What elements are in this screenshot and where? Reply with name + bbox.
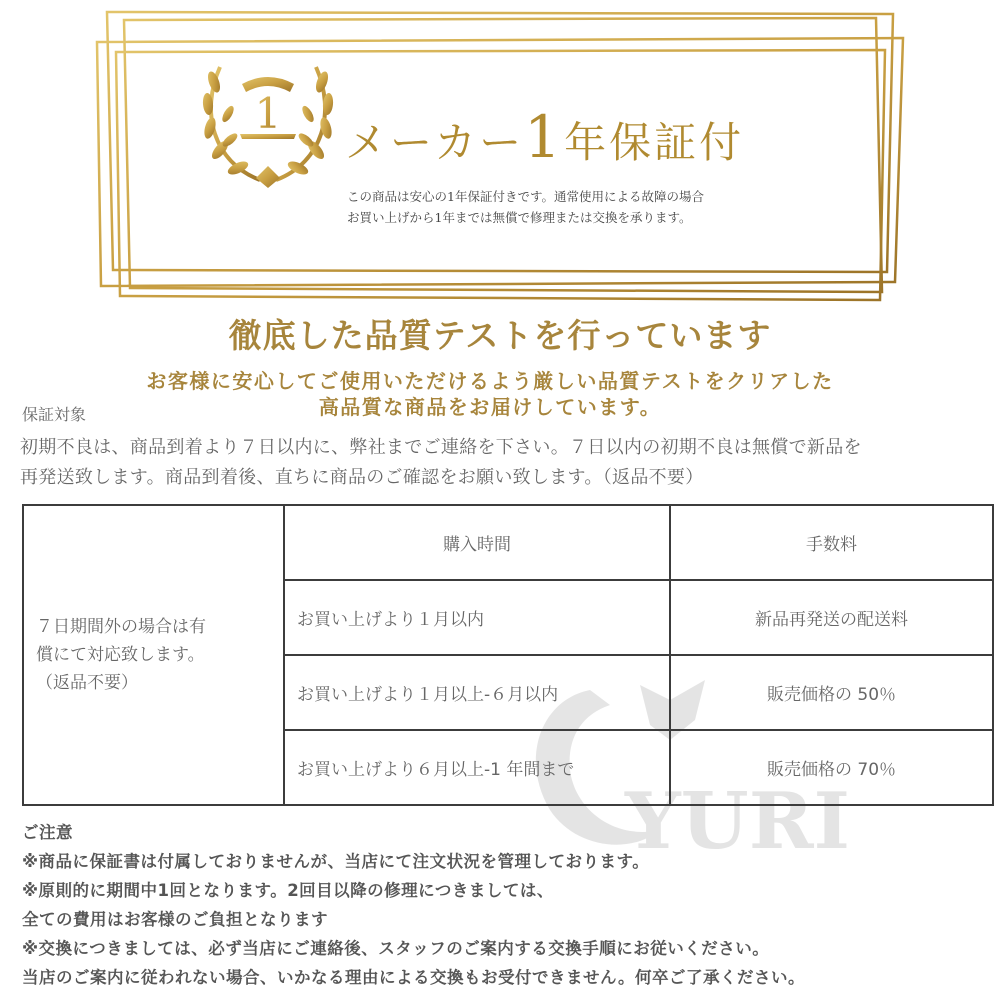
laurel-number: 1 [254,89,282,138]
quality-subheading [60,368,920,420]
left-cell-line: （返品不要） [36,673,138,693]
note-line: ※交換につきましては、必ず当店にご連絡後、スタッフのご案内する交換手順にお従いください。 [22,939,770,958]
subheading-line: 高品質な商品をお届けしています。 [318,395,662,419]
paragraph-line: 再発送致します。商品到着後、直ちに商品のご確認をお願い致します。（返品不要） [20,467,704,488]
title-number: 1 [524,103,565,171]
note-line: ※原則的に期間中1回となります。2回目以降の修理につきましては、 [22,881,554,900]
initial-defect-paragraph [20,433,995,493]
left-cell-line: ７日期間外の場合は有 [36,617,206,637]
fee-cell: 新品再発送の配送料 [670,580,993,655]
note-line: 当店のご案内に従われない場合、いかなる理由による交換もお受付できません。何卒ご了承ください。 [22,968,805,987]
watermark-text: YURI [625,776,851,860]
laurel-icon [202,67,334,188]
warranty-table [22,504,994,806]
left-cell-line: 償にて対応致します。 [36,645,205,665]
description-line: この商品は安心の1年保証付きです。通常使用による故障の場合 [347,189,704,204]
title-pre: メーカー [345,118,525,167]
note-line: 全ての費用はお客様のご負担となります [22,910,328,929]
purchase-time-cell: お買い上げより６月以上-1 年間まで [284,730,670,805]
warranty-target-label: 保証対象 [22,405,87,424]
out-of-period-cell [23,505,284,805]
notes-title: ご注意 [22,823,73,842]
purchase-time-cell: お買い上げより１月以内 [284,580,670,655]
table-row [23,505,993,580]
warranty-description [347,186,817,228]
header-purchase-time: 購入時間 [284,505,670,580]
subheading-line: お客様に安心してご使用いただけるよう厳しい品質テストをクリアした [146,369,834,393]
title-post: 年保証付 [564,118,745,167]
badge-title [345,96,745,171]
quality-heading: 徹底した品質テストを行っています [228,316,772,355]
description-line: お買い上げから1年までは無償で修理または交換を承ります。 [347,210,692,225]
paragraph-line: 初期不良は、商品到着より７日以内に、弊社までご連絡を下さい。７日以内の初期不良は無償で新品を [20,437,862,458]
header-fee: 手数料 [670,505,993,580]
fee-cell: 販売価格の 70％ [670,730,993,805]
fee-cell: 販売価格の 50％ [670,655,993,730]
note-line: ※商品に保証書は付属しておりませんが、当店にて注文状況を管理しております。 [22,852,650,871]
purchase-time-cell: お買い上げより１月以上-６月以内 [284,655,670,730]
